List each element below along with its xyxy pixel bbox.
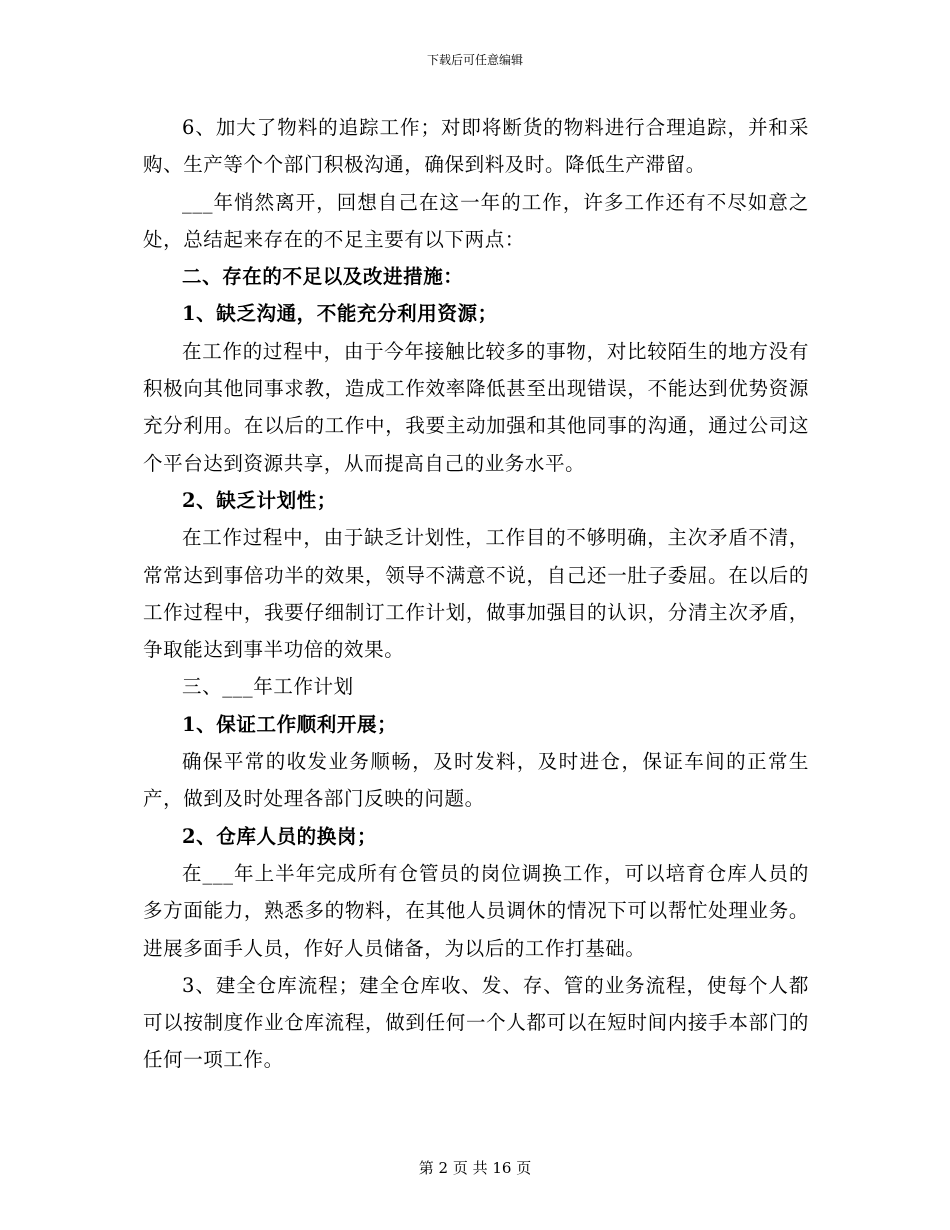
paragraph-year-review: ___年悄然离开，回想自己在这一年的工作，许多工作还有不尽如意之处，总结起来存在的不足主要有以下两点： bbox=[143, 190, 809, 251]
paragraph-warehouse-process: 3、建全仓库流程；建全仓库收、发、存、管的业务流程，使每个人都可以按制度作业仓库流程，做到任何一个人都可以在短时间内接手本部门的任何一项工作。 bbox=[143, 973, 809, 1072]
subheading-lack-of-communication: 1、缺乏沟通，不能充分利用资源； bbox=[182, 302, 498, 326]
subheading-smooth-work: 1、保证工作顺利开展； bbox=[182, 712, 398, 736]
section-heading-shortcomings: 二、存在的不足以及改进措施： bbox=[182, 265, 464, 289]
page-footer: 第 2 页 共 16 页 bbox=[418, 1159, 532, 1177]
subheading-staff-rotation: 2、仓库人员的换岗； bbox=[182, 824, 378, 848]
section-heading-work-plan: 三、___年工作计划 bbox=[182, 675, 354, 699]
paragraph-smooth-work: 确保平常的收发业务顺畅，及时发料，及时进仓，保证车间的正常生产，做到及时处理各部门反映的问题。 bbox=[143, 750, 809, 811]
subheading-lack-of-planning: 2、缺乏计划性； bbox=[182, 488, 337, 512]
paragraph-communication: 在工作的过程中，由于今年接触比较多的事物，对比较陌生的地方没有积极向其他同事求教，造成工作效率降低甚至出现错误，不能达到优势资源充分利用。在以后的工作中，我要主动加强和其他同事的沟通，通过公司这个平台达到资源共享，从而提高自己的业务水平。 bbox=[143, 339, 809, 475]
document-body bbox=[143, 109, 809, 1079]
paragraph-planning: 在工作过程中，由于缺乏计划性，工作目的不够明确，主次矛盾不清，常常达到事倍功半的效果，领导不满意不说，自己还一肚子委屈。在以后的工作过程中，我要仔细制订工作计划，做事加强目的认识，分清主次矛盾，争取能达到事半功倍的效果。 bbox=[143, 526, 809, 662]
paragraph-staff-rotation: 在___年上半年完成所有仓管员的岗位调换工作，可以培育仓库人员的多方面能力，熟悉多的物料，在其他人员调休的情况下可以帮忙处理业务。进展多面手人员，作好人员储备，为以后的工作打基础。 bbox=[143, 861, 809, 960]
paragraph-material-tracking: 6、加大了物料的追踪工作；对即将断货的物料进行合理追踪，并和采购、生产等个个部门积极沟通，确保到料及时。降低生产滞留。 bbox=[143, 116, 809, 177]
page-header: 下载后可任意编辑 bbox=[426, 53, 523, 67]
